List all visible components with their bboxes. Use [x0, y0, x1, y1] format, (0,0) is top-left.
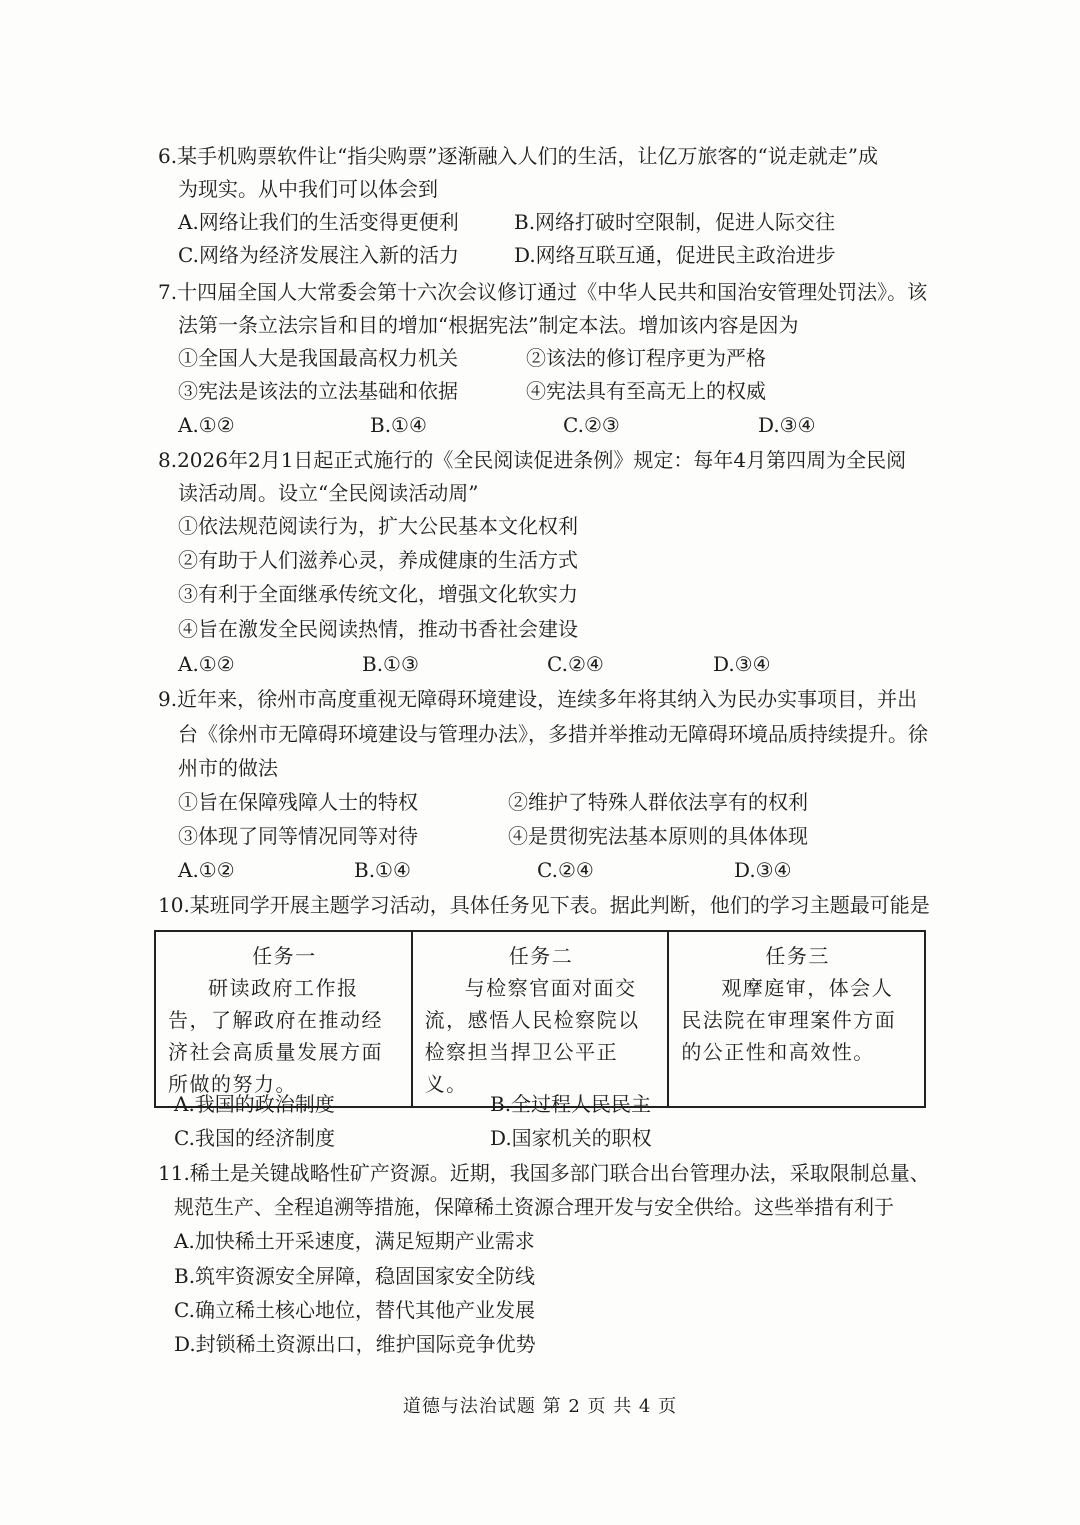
q8-statement-1: ①依法规范阅读行为，扩大公民基本文化权利 — [178, 514, 578, 538]
q8-option-b: B.①③ — [362, 652, 419, 676]
q6-option-c: C.网络为经济发展注入新的活力 — [178, 243, 459, 267]
q8-stem-line1: 8.2026年2月1日起正式施行的《全民阅读促进条例》规定：每年4月第四周为全民阅 — [158, 448, 907, 472]
q8-option-c: C.②④ — [547, 652, 604, 676]
q7-stem-line2: 法第一条立法宗旨和目的增加“根据宪法”制定本法。增加该内容是因为 — [178, 313, 799, 337]
q11-option-a: A.加快稀土开采速度，满足短期产业需求 — [174, 1229, 535, 1253]
q8-statement-4: ④旨在激发全民阅读热情，推动书香社会建设 — [178, 617, 578, 641]
q11-option-d: D.封锁稀土资源出口，维护国际竞争优势 — [174, 1332, 536, 1356]
task-cell-2 — [412, 931, 669, 1107]
q11-option-c: C.确立稀土核心地位，替代其他产业发展 — [174, 1298, 535, 1322]
q7-statement-4: ④宪法具有至高无上的权威 — [526, 379, 766, 403]
q11-option-b: B.筑牢资源安全屏障，稳固国家安全防线 — [174, 1264, 536, 1288]
q6-option-b: B.网络打破时空限制，促进人际交往 — [514, 210, 836, 234]
task-1-title: 任务一 — [252, 944, 317, 968]
q8-option-a: A.①② — [178, 652, 235, 676]
task-3-body: 观摩庭审，体会人民法院在审理案件方面的公正性和高效性。 — [681, 976, 897, 1064]
q9-stem-line3: 州市的做法 — [178, 756, 278, 780]
q9-option-d: D.③④ — [734, 858, 792, 882]
page-footer: 道德与法治试题 第 2 页 共 4 页 — [402, 1396, 678, 1417]
q7-statement-2: ②该法的修订程序更为严格 — [526, 346, 766, 370]
q7-option-b: B.①④ — [370, 413, 427, 437]
task-cell-1 — [155, 931, 412, 1107]
task-1-body: 研读政府工作报告，了解政府在推动经济社会高质量发展方面所做的努力。 — [168, 976, 383, 1096]
q9-statement-3: ③体现了同等情况同等对待 — [178, 824, 418, 848]
q9-statement-4: ④是贯彻宪法基本原则的具体体现 — [508, 824, 808, 848]
q7-statement-1: ①全国人大是我国最高权力机关 — [178, 346, 458, 370]
q10-stem: 10.某班同学开展主题学习活动，具体任务见下表。据此判断，他们的学习主题最可能是 — [158, 893, 930, 917]
q7-stem-line1: 7.十四届全国人大常委会第十六次会议修订通过《中华人民共和国治安管理处罚法》。该 — [158, 280, 928, 304]
q9-option-c: C.②④ — [537, 858, 594, 882]
task-2-title: 任务二 — [508, 944, 574, 968]
q9-stem-line2: 台《徐州市无障碍环境建设与管理办法》，多措并举推动无障碍环境品质持续提升。徐 — [178, 722, 928, 746]
q9-stem-line1: 9.近年来，徐州市高度重视无障碍环境建设，连续多年将其纳入为民办实事项目，并出 — [158, 687, 918, 711]
q8-statement-2: ②有助于人们滋养心灵，养成健康的生活方式 — [178, 548, 578, 572]
q10-option-d: D.国家机关的职权 — [490, 1126, 652, 1150]
q6-stem-line2: 为现实。从中我们可以体会到 — [178, 177, 438, 201]
q6-option-a: A.网络让我们的生活变得更便利 — [178, 210, 459, 234]
q9-option-b: B.①④ — [354, 858, 411, 882]
q11-stem-line1: 11.稀土是关键战略性矿产资源。近期，我国多部门联合出台管理办法，采取限制总量、 — [158, 1161, 930, 1185]
q6-option-d: D.网络互联互通，促进民主政治进步 — [514, 243, 836, 267]
q10-option-a: A.我国的政治制度 — [174, 1092, 335, 1116]
q7-option-a: A.①② — [178, 413, 235, 437]
q11-stem-line2: 规范生产、全程追溯等措施，保障稀土资源合理开发与安全供给。这些举措有利于 — [174, 1195, 894, 1219]
q7-option-c: C.②③ — [563, 413, 620, 437]
q9-statement-2: ②维护了特殊人群依法享有的权利 — [508, 790, 808, 814]
task-3-title: 任务三 — [765, 944, 830, 968]
q10-option-c: C.我国的经济制度 — [174, 1126, 335, 1150]
q8-option-d: D.③④ — [713, 652, 771, 676]
q6-stem-line1: 6.某手机购票软件让“指尖购票”逐渐融入人们的生活，让亿万旅客的“说走就走”成 — [158, 144, 878, 168]
task-cell-3 — [668, 931, 925, 1107]
q7-statement-3: ③宪法是该法的立法基础和依据 — [178, 379, 458, 403]
q10-option-b: B.全过程人民民主 — [490, 1092, 652, 1116]
q8-statement-3: ③有利于全面继承传统文化，增强文化软实力 — [178, 582, 578, 606]
task-2-body: 与检察官面对面交流，感悟人民检察院以检察担当捍卫公平正义。 — [424, 976, 640, 1096]
q9-option-a: A.①② — [178, 858, 235, 882]
q9-statement-1: ①旨在保障残障人士的特权 — [178, 790, 418, 814]
q7-option-d: D.③④ — [758, 413, 816, 437]
q10-task-table — [154, 930, 926, 1108]
q8-stem-line2: 读活动周。设立“全民阅读活动周” — [178, 481, 479, 505]
